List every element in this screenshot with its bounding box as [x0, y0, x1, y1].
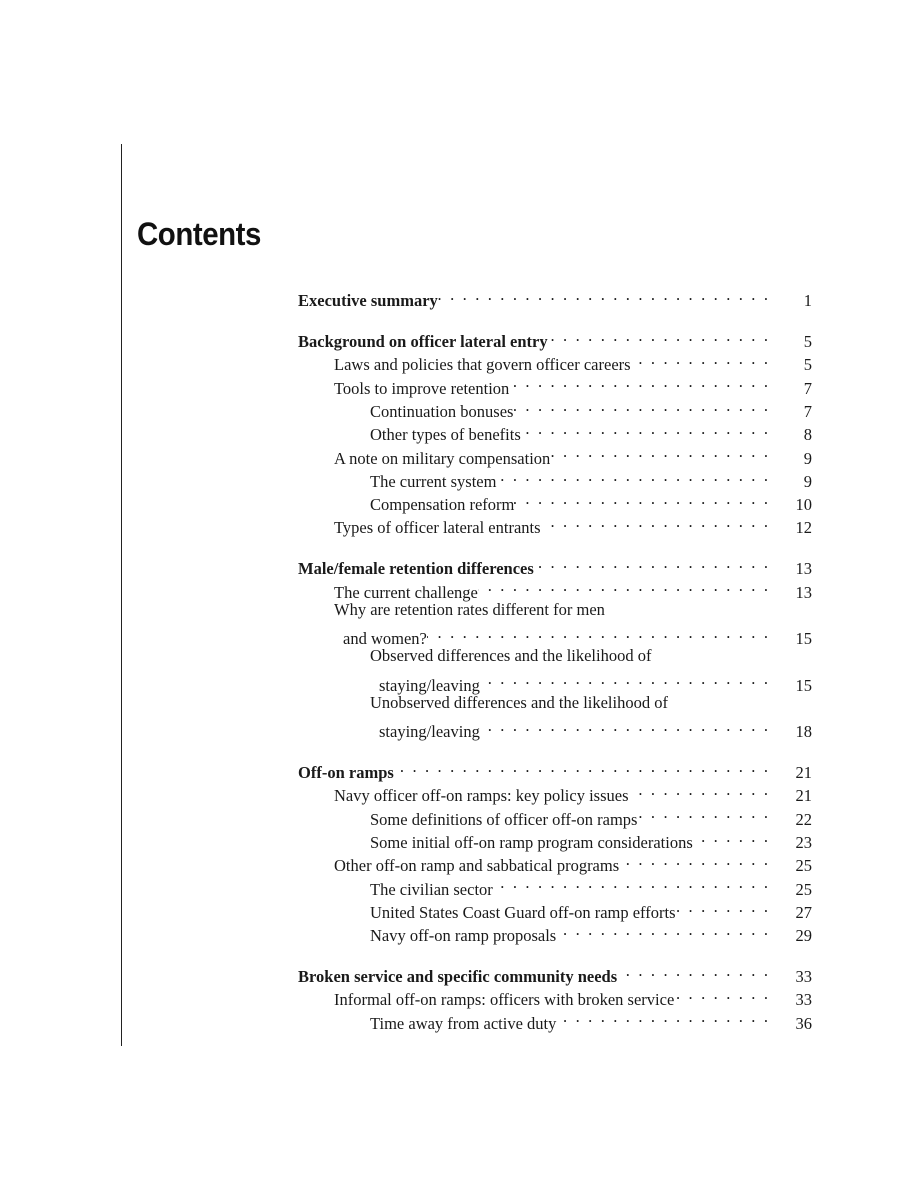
toc-entry-why-rates-line1[interactable]: Why are retention rates different for men: [334, 599, 605, 619]
page-title: Contents: [137, 216, 261, 252]
toc-page-number: 7: [803, 378, 812, 398]
leader-dots: [394, 755, 792, 778]
toc-page-number: 25: [795, 856, 812, 876]
toc-page-number: 13: [795, 582, 812, 602]
toc-entry-title: Male/female retention differences: [298, 559, 534, 579]
table-of-contents: [298, 283, 812, 1046]
toc-page-number: 29: [795, 926, 812, 946]
leader-dots: [541, 510, 792, 533]
toc-entry-background[interactable]: [298, 324, 812, 352]
leader-dots: [514, 487, 792, 510]
toc-entry-broken-service[interactable]: [298, 959, 812, 987]
toc-entry-title: Navy officer off-on ramps: key policy issues: [334, 786, 629, 806]
leader-dots: [619, 848, 792, 871]
toc-page-number: 13: [795, 559, 812, 579]
leader-dots: [513, 394, 792, 417]
toc-entry-unobserved-line1[interactable]: Unobserved differences and the likelihood of: [370, 692, 668, 712]
toc-entry-why-rates[interactable]: [298, 621, 812, 649]
leader-dots: [534, 551, 792, 574]
toc-entry-title: Navy off-on ramp proposals: [370, 926, 557, 946]
toc-page-number: 25: [795, 879, 812, 899]
toc-entry-title: Off-on ramps: [298, 763, 394, 783]
toc-entry-title: Broken service and specific community needs: [298, 967, 618, 987]
page-margin-rule: [121, 144, 122, 1046]
toc-page-number: 8: [803, 425, 812, 445]
toc-entry-title: Informal off-on ramps: officers with broken service: [334, 990, 675, 1010]
leader-dots: [556, 1005, 792, 1028]
toc-entry-off-on-ramps[interactable]: [298, 755, 812, 783]
toc-entry-title: Laws and policies that govern officer careers: [334, 355, 631, 375]
leader-dots: [693, 825, 792, 848]
toc-page-number: 9: [803, 448, 812, 468]
toc-page-number: 27: [795, 902, 812, 922]
toc-page-number: 21: [795, 763, 812, 783]
leader-dots: [496, 464, 792, 487]
toc-page-number: 10: [795, 495, 812, 515]
leader-dots: [548, 324, 792, 347]
toc-page-number: 5: [803, 355, 812, 375]
toc-entry-observed[interactable]: [298, 667, 812, 695]
toc-entry-title: The current challenge: [334, 582, 478, 602]
leader-dots: [480, 714, 792, 737]
toc-entry-title: Background on officer lateral entry: [298, 332, 548, 352]
toc-section-executive-summary: [298, 283, 812, 311]
toc-page-number: 7: [803, 401, 812, 421]
toc-page-number: 21: [795, 786, 812, 806]
toc-page-number: 23: [795, 833, 812, 853]
toc-entry-title: Continuation bonuses: [370, 401, 514, 421]
toc-entry-title: Tools to improve retention: [334, 378, 510, 398]
leader-dots: [617, 959, 792, 982]
toc-entry-title: Time away from active duty: [370, 1013, 557, 1033]
toc-section-broken-service: [298, 959, 812, 1033]
leader-dots: [427, 621, 792, 644]
leader-dots: [438, 283, 792, 306]
leader-dots: [637, 801, 792, 824]
toc-page-number: 33: [795, 990, 812, 1010]
toc-entry-title: A note on military compensation: [334, 448, 551, 468]
toc-entry-title: staying/leaving: [379, 722, 480, 742]
toc-entry-title: The current system: [370, 471, 497, 491]
leader-dots: [674, 982, 792, 1005]
toc-section-off-on-ramps: [298, 755, 812, 946]
toc-entry-title: Other off-on ramp and sabbatical programs: [334, 856, 620, 876]
toc-page-number: 18: [795, 722, 812, 742]
toc-entry-title: and women?: [343, 629, 427, 649]
toc-page-number: 5: [803, 332, 812, 352]
toc-entry-title: Other types of benefits: [370, 425, 521, 445]
leader-dots: [629, 778, 793, 801]
toc-entry-title: The civilian sector: [370, 879, 493, 899]
toc-entry-unobserved[interactable]: [298, 714, 812, 742]
leader-dots: [480, 667, 792, 690]
toc-page-number: 22: [795, 809, 812, 829]
toc-page-number: 1: [803, 291, 812, 311]
toc-entry-title: Some initial off-on ramp program considerations: [370, 833, 693, 853]
leader-dots: [478, 574, 792, 597]
toc-entry-male-female[interactable]: [298, 551, 812, 579]
toc-entry-observed-line1[interactable]: Observed differences and the likelihood of: [370, 646, 652, 666]
leader-dots: [521, 417, 792, 440]
toc-page-number: 15: [795, 629, 812, 649]
toc-entry-title: Executive summary: [298, 291, 438, 311]
toc-page-number: 36: [795, 1013, 812, 1033]
toc-page-number: 12: [795, 518, 812, 538]
toc-entry-title: Types of officer lateral entrants: [334, 518, 541, 538]
toc-section-background: [298, 324, 812, 538]
toc-entry-title: Some definitions of officer off-on ramps: [370, 809, 638, 829]
toc-page-number: 33: [795, 967, 812, 987]
leader-dots: [631, 347, 792, 370]
toc-page-number: 9: [803, 471, 812, 491]
leader-dots: [676, 895, 793, 918]
toc-entry-title: Compensation reform: [370, 495, 515, 515]
toc-section-male-female: [298, 551, 812, 742]
leader-dots: [556, 918, 792, 941]
toc-entry-executive-summary[interactable]: [298, 283, 812, 311]
toc-page-number: 15: [795, 675, 812, 695]
toc-entry-title: staying/leaving: [379, 675, 480, 695]
leader-dots: [509, 370, 792, 393]
leader-dots: [493, 871, 792, 894]
toc-entry-title: United States Coast Guard off-on ramp efforts: [370, 902, 676, 922]
leader-dots: [550, 440, 792, 463]
